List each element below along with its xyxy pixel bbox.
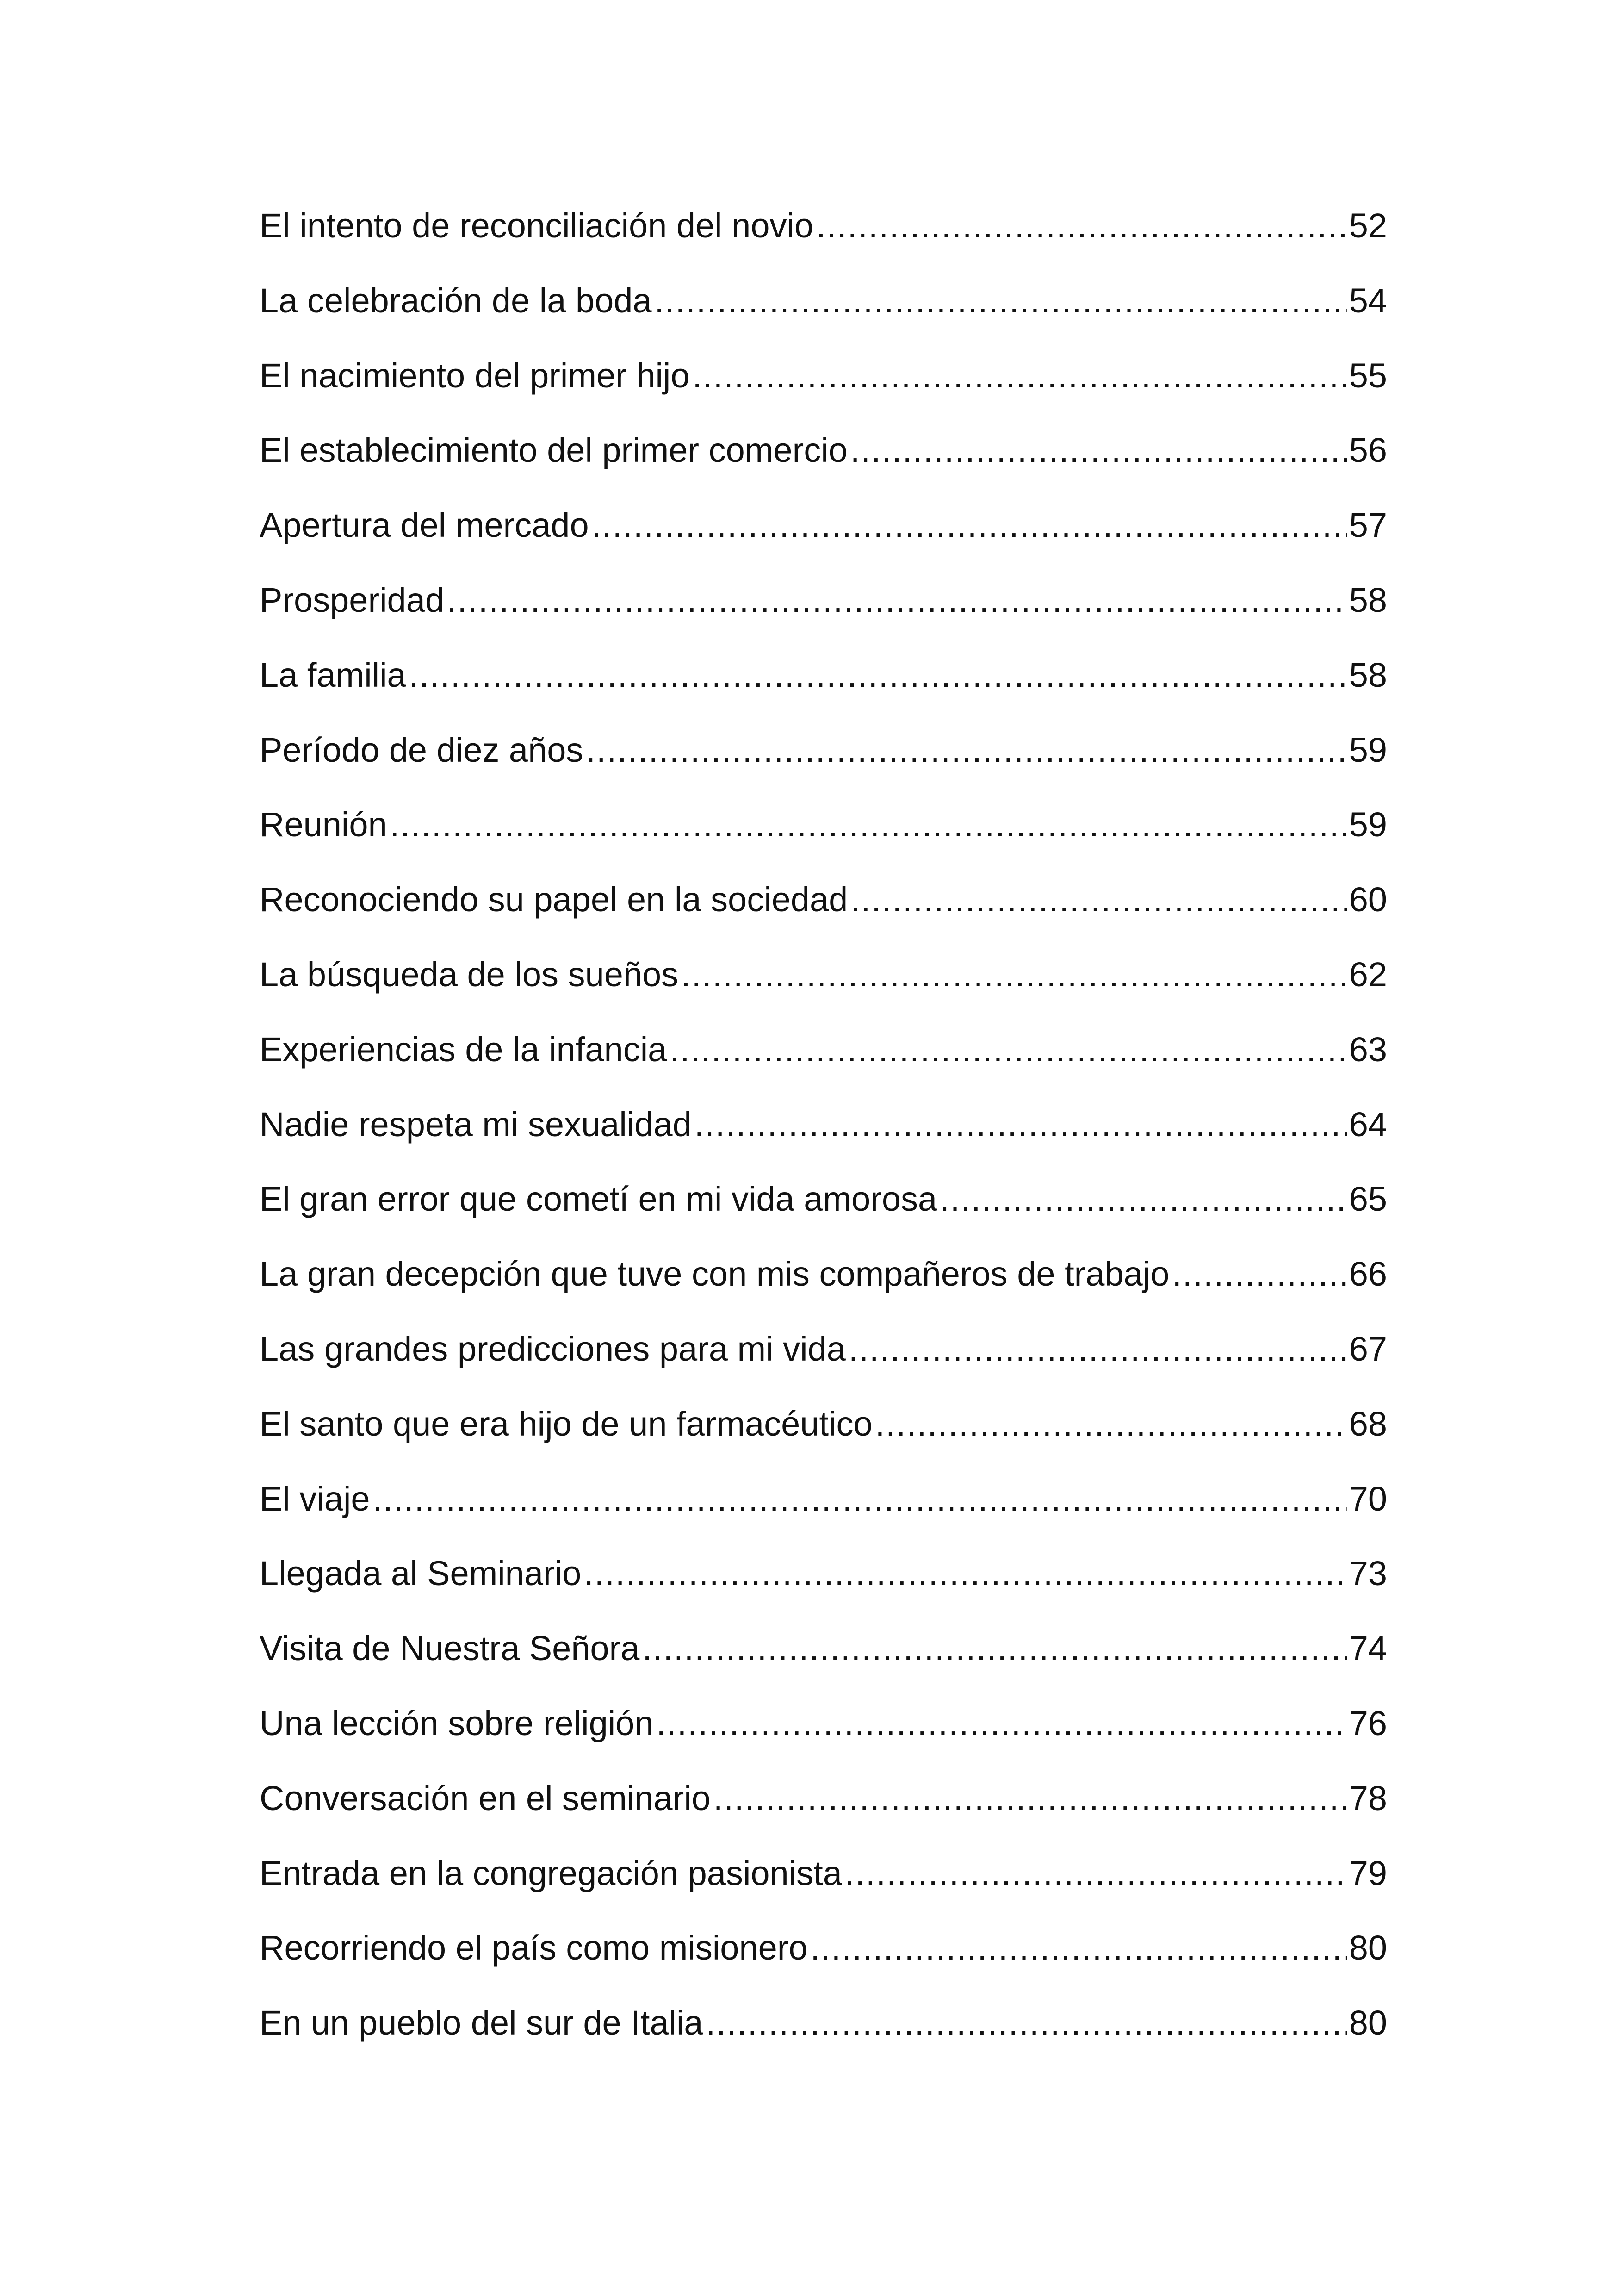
- dot-leader: [592, 505, 1347, 545]
- dot-leader: [409, 655, 1347, 695]
- toc-entry-page-number: 66: [1349, 1255, 1387, 1294]
- toc-entry-title: El viaje: [260, 1479, 370, 1518]
- toc-entry-title: La celebración de la boda: [260, 281, 652, 320]
- toc-entry: [260, 1629, 1387, 1704]
- toc-entry: [260, 1404, 1387, 1479]
- toc-entry: [260, 206, 1387, 281]
- toc-entry-title: El nacimiento del primer hijo: [260, 356, 690, 395]
- toc-entry-title: Experiencias de la infancia: [260, 1030, 667, 1069]
- dot-leader: [694, 1105, 1347, 1144]
- toc-entry: [260, 1554, 1387, 1629]
- dot-leader: [850, 430, 1347, 470]
- dot-leader: [681, 955, 1347, 994]
- dot-leader: [390, 805, 1347, 844]
- dot-leader: [940, 1179, 1347, 1219]
- toc-entry-title: La búsqueda de los sueños: [260, 955, 679, 994]
- toc-entry: [260, 281, 1387, 356]
- toc-entry: [260, 430, 1387, 505]
- toc-entry-page-number: 56: [1349, 431, 1387, 470]
- toc-entry-title: Entrada en la congregación pasionista: [260, 1854, 842, 1892]
- toc-entry-title: Las grandes predicciones para mi vida: [260, 1329, 846, 1368]
- toc-entry-title: Prosperidad: [260, 580, 445, 619]
- dot-leader: [656, 1704, 1347, 1743]
- dot-leader: [586, 730, 1347, 770]
- toc-entry-page-number: 68: [1349, 1404, 1387, 1443]
- toc-entry: [260, 805, 1387, 880]
- toc-entry-title: La gran decepción que tuve con mis compañeros de trabajo: [260, 1255, 1170, 1294]
- toc-entry-page-number: 59: [1349, 730, 1387, 769]
- toc-entry-page-number: 54: [1349, 281, 1387, 320]
- toc-entry-page-number: 57: [1349, 506, 1387, 545]
- toc-entry-title: El establecimiento del primer comercio: [260, 431, 848, 470]
- toc-entry: [260, 655, 1387, 730]
- dot-leader: [642, 1629, 1347, 1668]
- toc-entry-title: Nadie respeta mi sexualidad: [260, 1105, 692, 1144]
- toc-entry-page-number: 55: [1349, 356, 1387, 395]
- toc-entry: [260, 356, 1387, 431]
- toc-entry: [260, 1854, 1387, 1929]
- toc-entry-page-number: 52: [1349, 206, 1387, 245]
- table-of-contents: [260, 206, 1387, 2078]
- toc-entry-title: El santo que era hijo de un farmacéutico: [260, 1404, 873, 1443]
- dot-leader: [811, 1928, 1347, 1967]
- toc-entry-page-number: 59: [1349, 805, 1387, 844]
- toc-entry-title: Apertura del mercado: [260, 506, 589, 545]
- toc-entry-page-number: 78: [1349, 1779, 1387, 1817]
- dot-leader: [655, 281, 1347, 320]
- toc-entry: [260, 955, 1387, 1030]
- toc-entry-title: Recorriendo el país como misionero: [260, 1929, 808, 1967]
- toc-entry-title: Reunión: [260, 805, 387, 844]
- toc-entry: [260, 1928, 1387, 2003]
- toc-entry: [260, 1030, 1387, 1105]
- dot-leader: [1172, 1254, 1347, 1294]
- toc-entry-title: El intento de reconciliación del novio: [260, 206, 814, 245]
- toc-entry-title: Visita de Nuestra Señora: [260, 1629, 640, 1668]
- toc-entry-title: La familia: [260, 655, 406, 694]
- dot-leader: [447, 580, 1347, 620]
- toc-entry: [260, 2003, 1387, 2078]
- toc-entry: [260, 1179, 1387, 1254]
- toc-entry: [260, 730, 1387, 805]
- dot-leader: [584, 1554, 1347, 1593]
- toc-entry: [260, 505, 1387, 580]
- toc-entry-page-number: 60: [1349, 880, 1387, 919]
- toc-entry-page-number: 70: [1349, 1479, 1387, 1518]
- toc-entry-page-number: 73: [1349, 1554, 1387, 1593]
- dot-leader: [850, 880, 1347, 919]
- dot-leader: [816, 206, 1347, 245]
- toc-entry-page-number: 65: [1349, 1180, 1387, 1219]
- dot-leader: [693, 356, 1347, 395]
- toc-entry: [260, 1105, 1387, 1180]
- toc-entry-title: Período de diez años: [260, 730, 583, 769]
- toc-entry-page-number: 80: [1349, 2004, 1387, 2042]
- toc-entry-page-number: 63: [1349, 1030, 1387, 1069]
- toc-entry-page-number: 76: [1349, 1704, 1387, 1742]
- dot-leader: [373, 1479, 1347, 1518]
- toc-entry: [260, 1779, 1387, 1854]
- toc-entry-title: Una lección sobre religión: [260, 1704, 654, 1742]
- toc-entry-page-number: 58: [1349, 580, 1387, 619]
- dot-leader: [706, 2003, 1347, 2042]
- toc-entry-page-number: 62: [1349, 955, 1387, 994]
- toc-entry: [260, 1329, 1387, 1404]
- dot-leader: [849, 1329, 1347, 1369]
- toc-entry: [260, 880, 1387, 955]
- toc-entry-page-number: 80: [1349, 1929, 1387, 1967]
- toc-entry-page-number: 67: [1349, 1329, 1387, 1368]
- dot-leader: [845, 1854, 1347, 1893]
- dot-leader: [713, 1779, 1347, 1818]
- toc-entry-title: El gran error que cometí en mi vida amorosa: [260, 1180, 937, 1219]
- toc-entry-title: En un pueblo del sur de Italia: [260, 2004, 703, 2042]
- dot-leader: [670, 1030, 1347, 1069]
- toc-entry: [260, 1479, 1387, 1554]
- toc-entry: [260, 1704, 1387, 1779]
- toc-entry-title: Llegada al Seminario: [260, 1554, 582, 1593]
- dot-leader: [875, 1404, 1347, 1444]
- toc-entry: [260, 1254, 1387, 1329]
- toc-entry-page-number: 58: [1349, 655, 1387, 694]
- toc-entry-page-number: 64: [1349, 1105, 1387, 1144]
- toc-entry-title: Reconociendo su papel en la sociedad: [260, 880, 848, 919]
- toc-entry-page-number: 79: [1349, 1854, 1387, 1892]
- toc-entry-page-number: 74: [1349, 1629, 1387, 1668]
- toc-entry: [260, 580, 1387, 655]
- toc-entry-title: Conversación en el seminario: [260, 1779, 711, 1817]
